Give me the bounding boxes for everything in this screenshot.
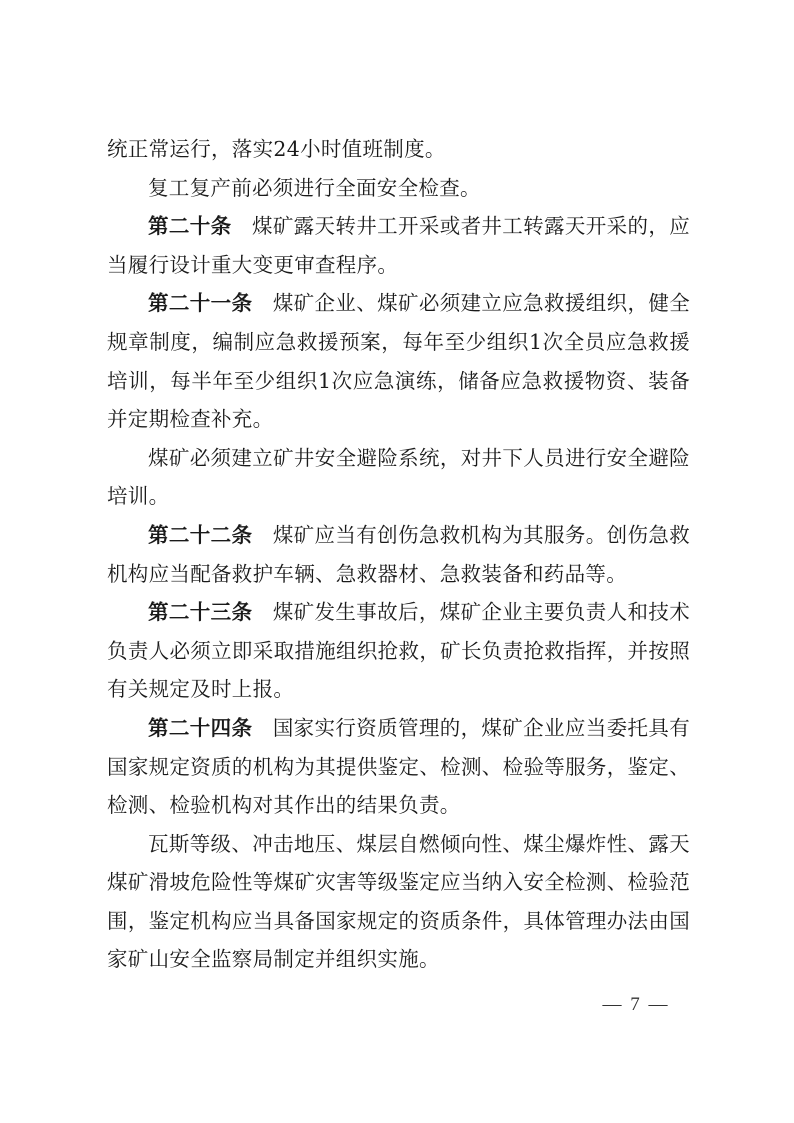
article-number: 第二十四条: [148, 715, 253, 740]
paragraph-text: 煤矿发生事故后，煤矿企业主要负责人和技术负责人必须立即采取措施组织抢救，矿长负责抢救指挥，并按照有关规定及时上报。: [107, 600, 690, 702]
article-paragraph: [107, 516, 690, 593]
paragraph: [107, 825, 690, 979]
paragraph: [107, 169, 690, 208]
article-number: 第二十一条: [148, 291, 253, 316]
article-number: 第二十条: [148, 214, 232, 239]
paragraph-text: 瓦斯等级、冲击地压、煤层自燃倾向性、煤尘爆炸性、露天煤矿滑坡危险性等煤矿灾害等级鉴定应当纳入安全检测、检验范围，鉴定机构应当具备国家规定的资质条件，具体管理办法由国家矿山安全监察局制定并组织实施。: [107, 831, 690, 972]
article-paragraph: [107, 207, 690, 284]
paragraph-text: 国家实行资质管理的，煤矿企业应当委托具有国家规定资质的机构为其提供鉴定、检测、检验等服务，鉴定、检测、检验机构对其作出的结果负责。: [107, 715, 690, 818]
paragraph: [107, 439, 690, 516]
paragraph: [107, 130, 690, 169]
paragraph-text: 煤矿必须建立矿井安全避险系统，对井下人员进行安全避险培训。: [107, 445, 690, 509]
article-number: 第二十三条: [148, 600, 253, 625]
article-paragraph: [107, 593, 690, 709]
paragraph-text: 统正常运行，落实24小时值班制度。: [107, 137, 446, 161]
page-number: — 7 —: [602, 994, 670, 1015]
paragraph-text: 煤矿应当有创伤急救机构为其服务。创伤急救机构应当配备救护车辆、急救器材、急救装备和药品等。: [107, 522, 690, 586]
article-paragraph: [107, 284, 690, 438]
paragraph-text: 煤矿企业、煤矿必须建立应急救援组织，健全规章制度，编制应急救援预案，每年至少组织1次全员应急救援培训，每半年至少组织1次应急演练，储备应急救援物资、装备并定期检查补充。: [107, 291, 690, 432]
paragraph-text: 复工复产前必须进行全面安全检查。: [148, 175, 481, 200]
article-paragraph: [107, 709, 690, 825]
document-body: [107, 130, 690, 979]
article-number: 第二十二条: [148, 522, 253, 547]
paragraph-text: 煤矿露天转井工开采或者井工转露天开采的，应当履行设计重大变更审查程序。: [107, 214, 690, 277]
